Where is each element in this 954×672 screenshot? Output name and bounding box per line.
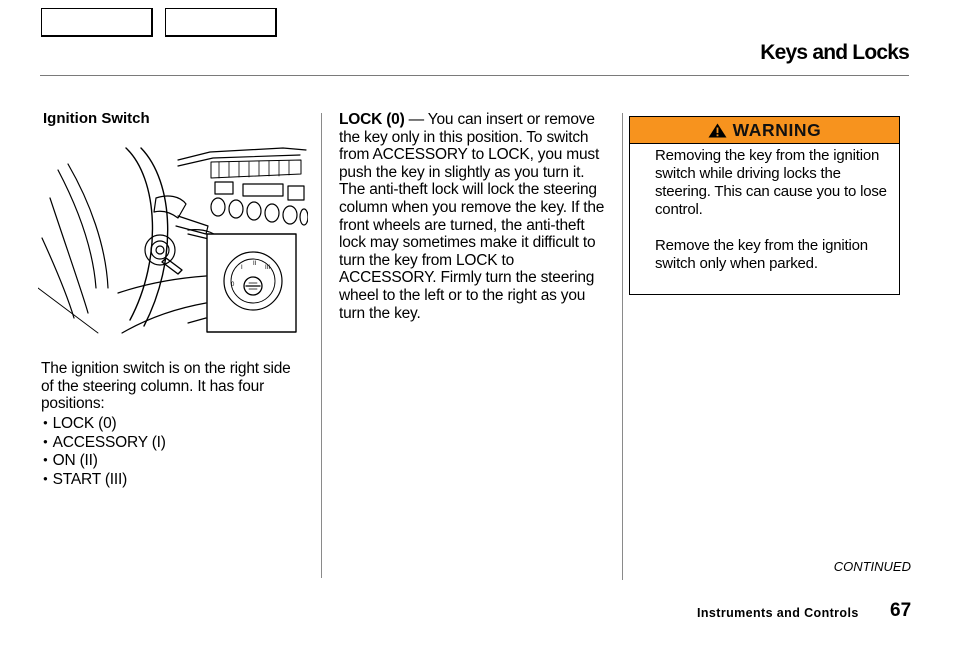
dial-label-lock: 0 <box>231 282 235 288</box>
lock-position-text <box>339 111 611 322</box>
dial-label-start: III <box>265 265 271 271</box>
lock-position-body: — You can insert or remove the key only in this position. To switch from ACCESSORY to LOCK, you must push the key in slightly as you turn it. The anti-theft lock will lock the steering column when you remove the key. If the front wheels are turned, the anti-theft lock may sometimes make it difficult to turn the key from LOCK to ACCESSORY. Firmly turn the steering wheel to the left or to the right as you turn the key. <box>339 111 605 322</box>
ignition-switch-illustration <box>38 138 308 348</box>
column-divider-right <box>622 113 623 580</box>
lock-position-lead: LOCK (0) <box>339 111 405 128</box>
column-divider-left <box>321 113 322 578</box>
page-title: Keys and Locks <box>760 41 909 64</box>
warning-triangle-icon <box>708 123 727 138</box>
warning-box <box>629 116 900 295</box>
dial-label-on: II <box>253 261 257 267</box>
footer-section-label: Instruments and Controls <box>697 606 859 620</box>
warning-body <box>630 144 899 273</box>
nav-button-index[interactable] <box>165 8 277 37</box>
header-rule <box>40 75 909 76</box>
page-number: 67 <box>890 600 912 621</box>
continued-label: CONTINUED <box>833 559 911 574</box>
dial-label-accessory: I <box>241 265 243 271</box>
warning-paragraph: Remove the key from the ignition switch only when parked. <box>655 237 868 272</box>
position-item-lock: ● LOCK (0) <box>43 414 166 433</box>
warning-title: WARNING <box>732 119 822 140</box>
warning-header <box>630 117 899 144</box>
ignition-switch-heading: Ignition Switch <box>43 110 150 127</box>
position-item-start: ● START (III) <box>43 470 166 489</box>
position-item-on: ● ON (II) <box>43 451 166 470</box>
nav-button-contents[interactable] <box>41 8 153 37</box>
warning-paragraph: Removing the key from the ignition switch while driving locks the steering. This can cause you to lose control. <box>655 147 887 218</box>
ignition-intro-text: The ignition switch is on the right side of the steering column. It has four positions: <box>41 360 291 413</box>
position-item-accessory: ● ACCESSORY (I) <box>43 433 166 452</box>
ignition-positions-list <box>43 414 166 488</box>
